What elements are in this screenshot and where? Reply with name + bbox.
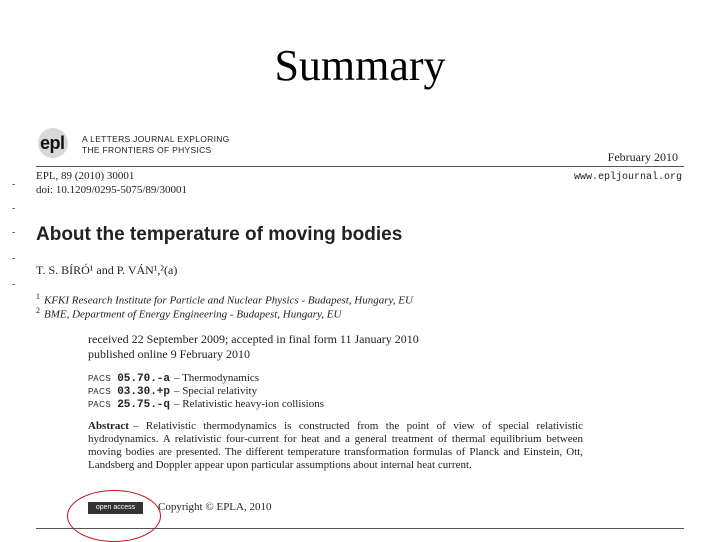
pacs-entry xyxy=(88,372,259,385)
pacs-code: 05.70.-a xyxy=(117,373,171,385)
affiliation-text: KFKI Research Institute for Particle and Nuclear Physics - Budapest, Hungary, EU xyxy=(44,294,413,307)
published-date: published online 9 February 2010 xyxy=(88,347,250,361)
annotation-circle xyxy=(67,490,161,542)
pacs-entry xyxy=(88,385,257,398)
abstract xyxy=(88,420,583,472)
pacs-entry xyxy=(88,398,324,411)
copyright: Copyright © EPLA, 2010 xyxy=(158,501,272,513)
pacs-tag: PACS xyxy=(88,387,112,396)
publication-date: February 2010 xyxy=(607,150,678,164)
pacs-description: – Thermodynamics xyxy=(174,372,260,384)
bullet-marker: - xyxy=(12,203,16,214)
affiliation xyxy=(36,306,341,321)
received-date: received 22 September 2009; accepted in final form 11 January 2010 xyxy=(88,332,419,346)
pacs-code: 03.30.+p xyxy=(117,386,171,398)
divider xyxy=(36,528,684,529)
journal-logo: epl xyxy=(40,133,65,153)
bullet-marker: - xyxy=(12,253,16,264)
journal-tagline-line: A LETTERS JOURNAL EXPLORING xyxy=(82,134,230,144)
pacs-description: – Relativistic heavy-ion collisions xyxy=(174,398,325,410)
affiliation xyxy=(36,292,413,307)
pacs-tag: PACS xyxy=(88,400,112,409)
journal-tagline-line: THE FRONTIERS OF PHYSICS xyxy=(82,145,212,155)
abstract-text: – Relativistic thermodynamics is constructed from the point of view of special relativistic hydrodynamics. A relativistic four-current for heat and a general treatment of thermal equilibrium between moving bodies are presented. The different temperature transformation formulas of Planck and Einstein, Ott, Landsberg and Doppler appear upon particular assumptions about internal heat current. xyxy=(88,420,583,471)
doi: doi: 10.1209/0295-5075/89/30001 xyxy=(36,184,187,196)
affiliation-number: 2 xyxy=(36,306,40,315)
citation: EPL, 89 (2010) 30001 xyxy=(36,170,135,182)
bullet-marker: - xyxy=(12,227,16,238)
bullet-marker: - xyxy=(12,279,16,290)
pacs-code: 25.75.-q xyxy=(117,399,171,411)
pacs-description: – Special relativity xyxy=(174,385,258,397)
authors: T. S. BÍRÓ¹ and P. VÁN¹,²(a) xyxy=(36,263,178,277)
abstract-label: Abstract xyxy=(88,420,129,432)
paper-title: About the temperature of moving bodies xyxy=(36,224,403,245)
affiliation-text: BME, Department of Energy Engineering - Budapest, Hungary, EU xyxy=(44,308,342,321)
affiliation-number: 1 xyxy=(36,292,40,301)
slide-title: Summary xyxy=(274,41,446,90)
paper-image xyxy=(30,120,690,540)
journal-tagline xyxy=(82,134,230,156)
open-access-badge: open access xyxy=(88,502,143,514)
bullet-marker: - xyxy=(12,179,16,190)
pacs-tag: PACS xyxy=(88,374,112,383)
divider xyxy=(36,166,684,167)
journal-website: www.epljournal.org xyxy=(573,172,682,183)
